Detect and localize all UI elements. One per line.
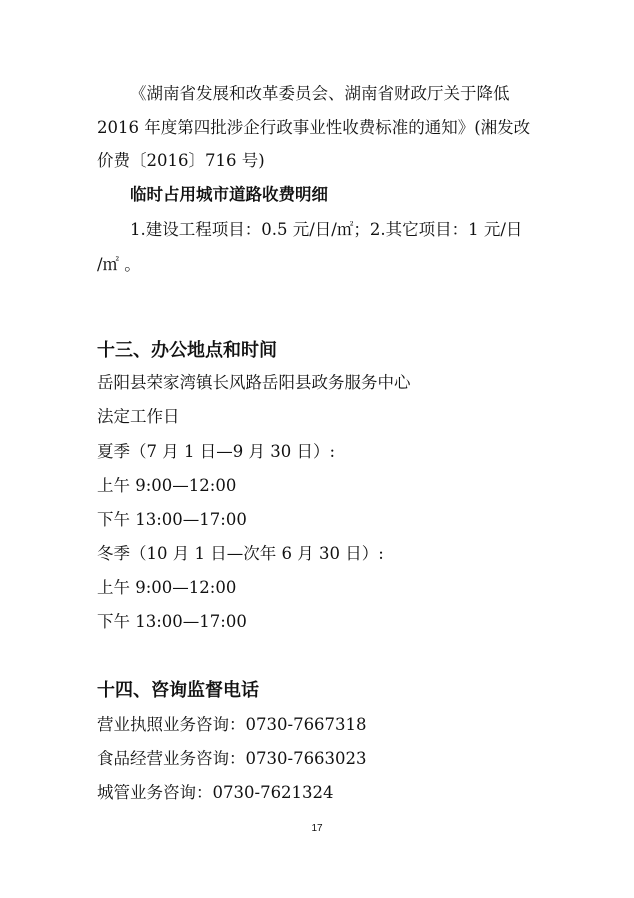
fee-detail-line-1: 1.建设工程项目：0.5 元/日/㎡；2.其它项目：1 元/日 xyxy=(130,220,523,239)
summer-afternoon-hours: 下午 13:00—17:00 xyxy=(97,510,247,529)
winter-afternoon-hours: 下午 13:00—17:00 xyxy=(97,612,247,631)
fee-basis-line-3: 价费〔2016〕716 号) xyxy=(97,151,265,170)
winter-morning-hours: 上午 9:00—12:00 xyxy=(97,578,237,597)
office-address: 岳阳县荣家湾镇长风路岳阳县政务服务中心 xyxy=(97,373,411,392)
winter-period: 冬季（10 月 1 日—次年 6 月 30 日）: xyxy=(97,544,384,563)
summer-period: 夏季（7 月 1 日—9 月 30 日）: xyxy=(97,442,336,461)
page-number: 17 xyxy=(311,823,323,834)
workday-label: 法定工作日 xyxy=(97,407,180,426)
business-license-phone: 营业执照业务咨询：0730-7667318 xyxy=(97,715,367,734)
fee-basis-line-2: 2016 年度第四批涉企行政事业性收费标准的通知》(湘发改 xyxy=(97,118,531,137)
fee-detail-title: 临时占用城市道路收费明细 xyxy=(130,185,328,204)
summer-morning-hours: 上午 9:00—12:00 xyxy=(97,476,237,495)
fee-basis-line-1: 《湖南省发展和改革委员会、湖南省财政厅关于降低 xyxy=(130,84,510,103)
section-13-heading: 十三、办公地点和时间 xyxy=(97,340,277,361)
urban-management-phone: 城管业务咨询：0730-7621324 xyxy=(97,783,334,802)
fee-detail-line-2: /㎡ 。 xyxy=(97,255,141,274)
section-14-heading: 十四、咨询监督电话 xyxy=(97,680,259,701)
food-business-phone: 食品经营业务咨询：0730-7663023 xyxy=(97,749,367,768)
